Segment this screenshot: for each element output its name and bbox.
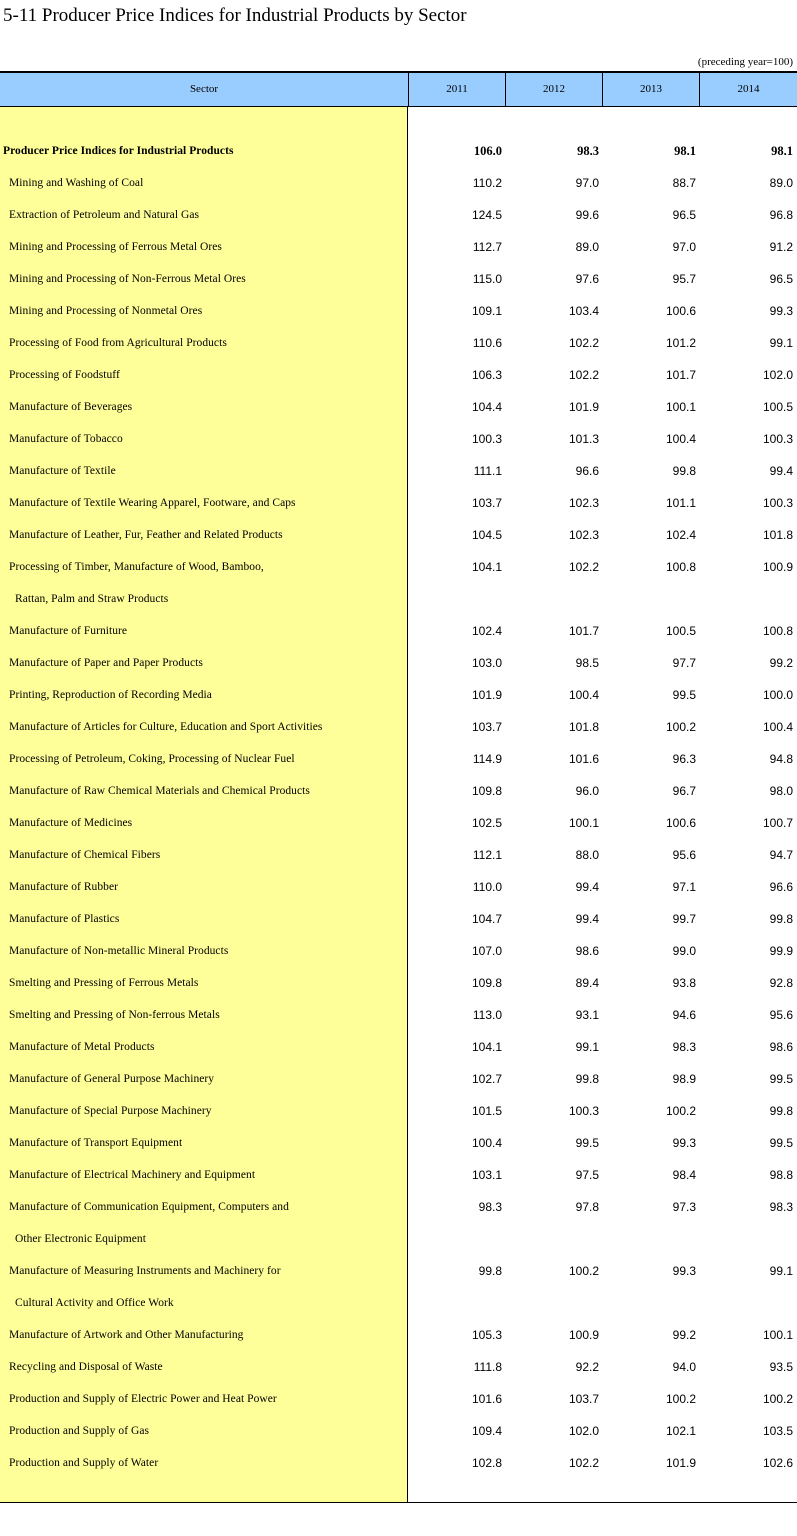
table-row — [0, 480, 797, 512]
value-2013: 88.7 — [672, 176, 696, 190]
sector-label-line: Processing of Timber, Manufacture of Wood, Bamboo, — [9, 561, 264, 573]
value-2013: 95.6 — [672, 848, 696, 862]
table-row — [0, 288, 797, 320]
value-2012: 102.2 — [568, 560, 599, 574]
sector-label-line: Manufacture of Plastics — [9, 913, 120, 925]
table-row — [0, 384, 797, 416]
table-row — [0, 640, 797, 672]
value-2014: 103.5 — [762, 1424, 793, 1438]
value-2013: 100.4 — [665, 432, 696, 446]
value-2011: 98.3 — [478, 1200, 502, 1214]
total-label: Producer Price Indices for Industrial Products — [3, 145, 234, 157]
value-2011: 109.8 — [471, 976, 502, 990]
sector-label-line: Processing of Foodstuff — [9, 369, 120, 381]
value-2011: 109.8 — [471, 784, 502, 798]
value-2012: 97.5 — [575, 1168, 599, 1182]
table-header — [0, 71, 797, 107]
sector-label-line: Manufacture of Tobacco — [9, 433, 123, 445]
sector-label-line: Manufacture of Non-metallic Mineral Products — [9, 945, 229, 957]
value-2014: 99.4 — [769, 464, 793, 478]
value-2012: 97.6 — [575, 272, 599, 286]
value-2011: 124.5 — [471, 208, 502, 222]
value-2011: 104.4 — [471, 400, 502, 414]
sector-label-line: Manufacture of Textile Wearing Apparel, Footware, and Caps — [9, 497, 296, 509]
sector-label-line: Manufacture of Transport Equipment — [9, 1137, 183, 1149]
table-row — [0, 320, 797, 352]
value-2012: 89.4 — [575, 976, 599, 990]
value-2012: 101.3 — [568, 432, 599, 446]
value-2014: 99.8 — [769, 1104, 793, 1118]
value-2014: 93.5 — [769, 1360, 793, 1374]
sector-label-line: Printing, Reproduction of Recording Media — [9, 689, 212, 701]
value-2013: 100.2 — [665, 720, 696, 734]
sector-label-line: Mining and Processing of Nonmetal Ores — [9, 305, 203, 317]
table-row — [0, 1312, 797, 1344]
value-2013: 100.6 — [665, 816, 696, 830]
table-row — [0, 1184, 797, 1248]
sector-label-line: Extraction of Petroleum and Natural Gas — [9, 209, 200, 221]
value-2013: 101.9 — [665, 1456, 696, 1470]
value-2011: 103.1 — [471, 1168, 502, 1182]
table-row — [0, 1376, 797, 1408]
price-index-table — [0, 71, 797, 1503]
value-2014: 94.7 — [769, 848, 793, 862]
value-2014: 91.2 — [769, 240, 793, 254]
value-2011: 104.1 — [471, 1040, 502, 1054]
value-2011: 110.2 — [472, 176, 502, 190]
value-2014: 100.5 — [762, 400, 793, 414]
value-2013: 93.8 — [672, 976, 696, 990]
table-row — [0, 1056, 797, 1088]
value-2012: 93.1 — [575, 1008, 599, 1022]
table-row — [0, 1440, 797, 1472]
sector-label-line: Manufacture of Beverages — [9, 401, 133, 413]
value-2014: 99.2 — [769, 656, 793, 670]
sector-label-line: Manufacture of Artwork and Other Manufacturing — [9, 1329, 244, 1341]
value-2011: 102.4 — [471, 624, 502, 638]
value-2012: 102.2 — [568, 368, 599, 382]
table-row — [0, 672, 797, 704]
value-2014: 98.6 — [769, 1040, 793, 1054]
value-2011: 103.0 — [471, 656, 502, 670]
value-2012: 96.6 — [575, 464, 599, 478]
total-value-2011: 106.0 — [473, 144, 502, 158]
value-2013: 100.6 — [665, 304, 696, 318]
table-row — [0, 960, 797, 992]
value-2011: 111.8 — [473, 1360, 502, 1374]
sector-label-line: Manufacture of Medicines — [9, 817, 133, 829]
table-row — [0, 448, 797, 480]
value-2011: 110.0 — [472, 880, 502, 894]
sector-label-line: Manufacture of General Purpose Machinery — [9, 1073, 215, 1085]
table-row — [0, 1344, 797, 1376]
value-2012: 98.6 — [575, 944, 599, 958]
value-2011: 102.5 — [471, 816, 502, 830]
table-row — [0, 1248, 797, 1312]
value-2012: 96.0 — [575, 784, 599, 798]
sector-label-line: Manufacture of Rubber — [9, 881, 118, 893]
header-year-2011: 2011 — [408, 73, 505, 106]
sector-label-line: Smelting and Pressing of Non-ferrous Metals — [9, 1009, 220, 1021]
sector-label-line: Production and Supply of Electric Power and Heat Power — [9, 1393, 277, 1405]
value-2011: 112.7 — [472, 240, 502, 254]
value-2013: 98.3 — [672, 1040, 696, 1054]
value-2013: 99.0 — [672, 944, 696, 958]
value-2012: 97.8 — [575, 1200, 599, 1214]
sector-label-line: Manufacture of Articles for Culture, Education and Sport Activities — [9, 721, 323, 733]
value-2014: 100.3 — [762, 496, 793, 510]
value-2013: 98.4 — [672, 1168, 696, 1182]
sector-label-line: Production and Supply of Gas — [9, 1425, 150, 1437]
total-row — [0, 128, 797, 160]
table-row — [0, 992, 797, 1024]
value-2013: 101.1 — [665, 496, 696, 510]
value-2013: 99.5 — [672, 688, 696, 702]
value-2012: 99.5 — [575, 1136, 599, 1150]
value-2013: 102.4 — [665, 528, 696, 542]
table-row — [0, 736, 797, 768]
value-2012: 99.1 — [575, 1040, 599, 1054]
total-value-2013: 98.1 — [674, 144, 696, 158]
table-row — [0, 1408, 797, 1440]
value-2013: 97.7 — [672, 656, 696, 670]
value-2012: 101.9 — [568, 400, 599, 414]
value-2014: 96.5 — [769, 272, 793, 286]
sector-label-line: Processing of Food from Agricultural Products — [9, 337, 227, 349]
value-2012: 88.0 — [575, 848, 599, 862]
value-2014: 100.9 — [762, 560, 793, 574]
value-2012: 99.4 — [575, 880, 599, 894]
sector-label — [9, 1191, 405, 1255]
table-row — [0, 1120, 797, 1152]
table-row — [0, 1152, 797, 1184]
table-body — [0, 107, 797, 1503]
value-2013: 98.9 — [672, 1072, 696, 1086]
total-value-2014: 98.1 — [771, 144, 793, 158]
table-row — [0, 896, 797, 928]
value-2014: 99.1 — [769, 1264, 793, 1278]
value-2013: 97.1 — [672, 880, 696, 894]
value-2011: 111.1 — [473, 464, 502, 478]
table-row — [0, 608, 797, 640]
value-2013: 95.7 — [672, 272, 696, 286]
value-2014: 102.6 — [762, 1456, 793, 1470]
sector-label-continuation: Other Electronic Equipment — [15, 1233, 146, 1245]
value-2013: 96.3 — [672, 752, 696, 766]
value-2012: 100.3 — [568, 1104, 599, 1118]
sector-label-line: Manufacture of Textile — [9, 465, 116, 477]
value-2013: 97.3 — [672, 1200, 696, 1214]
value-2012: 100.2 — [568, 1264, 599, 1278]
value-2014: 100.1 — [762, 1328, 793, 1342]
value-2011: 109.4 — [471, 1424, 502, 1438]
sector-label — [9, 551, 405, 615]
value-2014: 102.0 — [762, 368, 793, 382]
header-year-2012: 2012 — [505, 73, 602, 106]
value-2012: 102.0 — [568, 1424, 599, 1438]
value-2013: 96.7 — [672, 784, 696, 798]
value-2011: 105.3 — [471, 1328, 502, 1342]
table-row — [0, 416, 797, 448]
header-year-2014: 2014 — [699, 73, 797, 106]
value-2013: 102.1 — [665, 1424, 696, 1438]
value-2011: 103.7 — [471, 720, 502, 734]
value-2012: 99.8 — [575, 1072, 599, 1086]
value-2011: 99.8 — [478, 1264, 502, 1278]
value-2013: 100.8 — [665, 560, 696, 574]
value-2012: 99.6 — [575, 208, 599, 222]
value-2013: 99.7 — [672, 912, 696, 926]
table-row — [0, 256, 797, 288]
value-2011: 106.3 — [471, 368, 502, 382]
sector-label-line: Processing of Petroleum, Coking, Processing of Nuclear Fuel — [9, 753, 295, 765]
value-2013: 100.2 — [665, 1104, 696, 1118]
table-row — [0, 928, 797, 960]
table-row — [0, 512, 797, 544]
value-2013: 100.5 — [665, 624, 696, 638]
value-2013: 101.2 — [665, 336, 696, 350]
value-2013: 97.0 — [672, 240, 696, 254]
value-2014: 96.6 — [769, 880, 793, 894]
table-row — [0, 704, 797, 736]
value-2012: 102.2 — [568, 1456, 599, 1470]
sector-label-line: Manufacture of Raw Chemical Materials and Chemical Products — [9, 785, 310, 797]
sector-label-line: Manufacture of Electrical Machinery and Equipment — [9, 1169, 256, 1181]
sector-label-line: Recycling and Disposal of Waste — [9, 1361, 163, 1373]
unit-note: (preceding year=100) — [697, 56, 793, 68]
sector-label-line: Mining and Processing of Non-Ferrous Metal Ores — [9, 273, 246, 285]
value-2012: 89.0 — [575, 240, 599, 254]
value-2014: 92.8 — [769, 976, 793, 990]
value-2013: 99.2 — [672, 1328, 696, 1342]
value-2014: 100.4 — [762, 720, 793, 734]
value-2014: 99.5 — [769, 1136, 793, 1150]
value-2012: 100.1 — [568, 816, 599, 830]
value-2013: 100.1 — [665, 400, 696, 414]
value-2014: 101.8 — [762, 528, 793, 542]
value-2012: 100.4 — [568, 688, 599, 702]
value-2012: 100.9 — [568, 1328, 599, 1342]
value-2014: 94.8 — [769, 752, 793, 766]
value-2013: 94.0 — [672, 1360, 696, 1374]
sector-label-line: Manufacture of Chemical Fibers — [9, 849, 161, 861]
value-2013: 100.2 — [665, 1392, 696, 1406]
table-row — [0, 1088, 797, 1120]
value-2014: 100.8 — [762, 624, 793, 638]
sector-label-line: Manufacture of Paper and Paper Products — [9, 657, 203, 669]
value-2011: 101.5 — [471, 1104, 502, 1118]
table-row — [0, 224, 797, 256]
value-2013: 96.5 — [672, 208, 696, 222]
value-2014: 99.9 — [769, 944, 793, 958]
table-row — [0, 192, 797, 224]
value-2013: 99.3 — [672, 1264, 696, 1278]
header-year-2013: 2013 — [602, 73, 699, 106]
value-2014: 99.3 — [769, 304, 793, 318]
value-2012: 102.2 — [568, 336, 599, 350]
sector-label-line: Manufacture of Measuring Instruments and Machinery for — [9, 1265, 281, 1277]
value-2012: 101.6 — [568, 752, 599, 766]
value-2014: 100.0 — [762, 688, 793, 702]
value-2011: 109.1 — [471, 304, 502, 318]
value-2014: 99.8 — [769, 912, 793, 926]
value-2011: 102.7 — [471, 1072, 502, 1086]
table-row — [0, 352, 797, 384]
sector-label-line: Smelting and Pressing of Ferrous Metals — [9, 977, 199, 989]
value-2014: 100.3 — [762, 432, 793, 446]
value-2011: 103.7 — [471, 496, 502, 510]
value-2012: 97.0 — [575, 176, 599, 190]
value-2014: 98.3 — [769, 1200, 793, 1214]
sector-label-continuation: Rattan, Palm and Straw Products — [15, 593, 169, 605]
value-2012: 103.7 — [568, 1392, 599, 1406]
value-2014: 89.0 — [769, 176, 793, 190]
header-sector: Sector — [189, 83, 219, 95]
value-2014: 100.2 — [762, 1392, 793, 1406]
value-2013: 94.6 — [672, 1008, 696, 1022]
value-2013: 101.7 — [665, 368, 696, 382]
value-2011: 101.6 — [471, 1392, 502, 1406]
value-2011: 100.3 — [471, 432, 502, 446]
value-2011: 110.6 — [472, 336, 502, 350]
value-2011: 107.0 — [471, 944, 502, 958]
value-2011: 104.1 — [471, 560, 502, 574]
value-2011: 101.9 — [471, 688, 502, 702]
sector-label-line: Manufacture of Special Purpose Machinery — [9, 1105, 212, 1117]
sector-label-line: Mining and Processing of Ferrous Metal Ores — [9, 241, 222, 253]
value-2012: 99.4 — [575, 912, 599, 926]
total-value-2012: 98.3 — [577, 144, 599, 158]
value-2011: 102.8 — [471, 1456, 502, 1470]
sector-label-line: Manufacture of Furniture — [9, 625, 128, 637]
sector-label-line: Manufacture of Communication Equipment, Computers and — [9, 1201, 289, 1213]
sector-label — [9, 1447, 405, 1479]
table-row — [0, 832, 797, 864]
value-2014: 98.0 — [769, 784, 793, 798]
value-2011: 112.1 — [472, 848, 502, 862]
value-2012: 102.3 — [568, 528, 599, 542]
value-2014: 99.5 — [769, 1072, 793, 1086]
sector-label-line: Production and Supply of Water — [9, 1457, 159, 1469]
value-2012: 101.7 — [568, 624, 599, 638]
value-2014: 100.7 — [762, 816, 793, 830]
table-rows — [0, 128, 797, 1472]
table-row — [0, 800, 797, 832]
table-row — [0, 1024, 797, 1056]
sector-label-line: Manufacture of Metal Products — [9, 1041, 155, 1053]
value-2013: 99.8 — [672, 464, 696, 478]
value-2014: 96.8 — [769, 208, 793, 222]
value-2012: 98.5 — [575, 656, 599, 670]
page-title: 5-11 Producer Price Indices for Industrial Products by Sector — [3, 5, 467, 26]
value-2011: 104.7 — [471, 912, 502, 926]
value-2014: 98.8 — [769, 1168, 793, 1182]
value-2012: 103.4 — [568, 304, 599, 318]
table-row — [0, 544, 797, 608]
table-row — [0, 768, 797, 800]
value-2011: 100.4 — [471, 1136, 502, 1150]
value-2014: 99.1 — [769, 336, 793, 350]
value-2013: 99.3 — [672, 1136, 696, 1150]
value-2011: 104.5 — [471, 528, 502, 542]
sector-label-line: Manufacture of Leather, Fur, Feather and Related Products — [9, 529, 283, 541]
value-2014: 95.6 — [769, 1008, 793, 1022]
value-2011: 114.9 — [472, 752, 502, 766]
sector-label-continuation: Cultural Activity and Office Work — [15, 1297, 174, 1309]
value-2012: 101.8 — [568, 720, 599, 734]
value-2012: 92.2 — [575, 1360, 599, 1374]
sector-label-line: Mining and Washing of Coal — [9, 177, 144, 189]
value-2011: 115.0 — [472, 272, 502, 286]
value-2011: 113.0 — [472, 1008, 502, 1022]
value-2012: 102.3 — [568, 496, 599, 510]
table-row — [0, 160, 797, 192]
table-row — [0, 864, 797, 896]
sector-label — [9, 1255, 405, 1319]
